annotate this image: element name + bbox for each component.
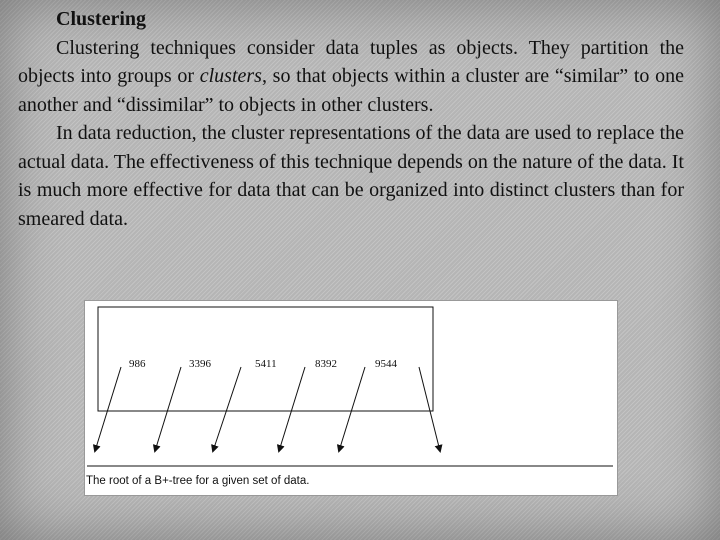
- child-pointer-arrow: [419, 367, 440, 451]
- child-pointer-arrow: [279, 367, 305, 451]
- text-block: [18, 5, 684, 233]
- key-label: 3396: [189, 358, 211, 370]
- section-heading: Clustering: [56, 8, 146, 30]
- btree-figure: [84, 300, 618, 496]
- paragraph-1-part-a: Clustering techniques consider data tuples as objects. They partition the objects into groups or: [18, 36, 684, 87]
- key-label: 9544: [375, 358, 397, 370]
- child-pointer-arrow: [339, 367, 365, 451]
- key-label: 5411: [255, 358, 277, 370]
- paragraph-1-part-b: , so that objects within a cluster are “similar” to one another and “dissimilar” to objects in other clusters.: [18, 65, 684, 116]
- child-pointer-arrow: [213, 367, 241, 451]
- paragraph-1: [18, 34, 684, 120]
- key-label: 986: [129, 358, 146, 370]
- paragraph-2: In data reduction, the cluster representations of the data are used to replace the actual data. The effectiveness of this technique depends on the nature of the data. It is much more effective for data that can be organized into distinct clusters than for smeared data.: [18, 122, 684, 230]
- key-label: 8392: [315, 358, 337, 370]
- child-pointer-arrow: [95, 367, 121, 451]
- child-pointer-arrow: [155, 367, 181, 451]
- btree-diagram: [85, 301, 617, 495]
- figure-caption: The root of a B+-tree for a given set of data.: [86, 475, 310, 487]
- clusters-emphasis: clusters: [199, 65, 262, 87]
